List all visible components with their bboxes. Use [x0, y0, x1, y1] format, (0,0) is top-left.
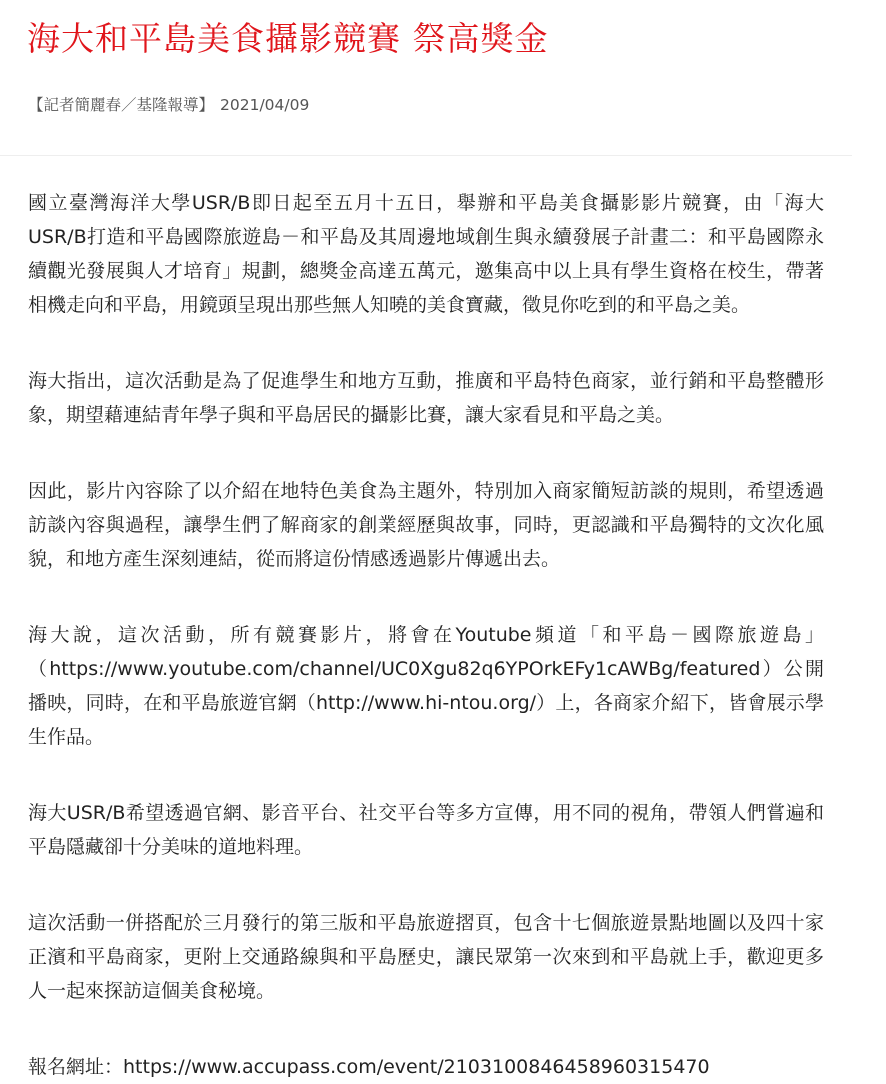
registration-url: 報名網址：https://www.accupass.com/event/2103100846458960315470	[28, 1056, 710, 1078]
article-body	[28, 186, 824, 1084]
publish-date: 2021/04/09	[220, 96, 310, 114]
article-byline	[28, 92, 309, 118]
article-paragraph-1: 國立臺灣海洋大學USR/B即日起至五月十五日，舉辦和平島美食攝影影片競賽，由「海大USR/B打造和平島國際旅遊島－和平島及其周邊地域創生與永續發展子計畫二：和平島國際永續觀光發展與人才培育」規劃，總獎金高達五萬元，邀集高中以上具有學生資格在校生，帶著相機走向和平島，用鏡頭呈現出那些無人知曉的美食寶藏，徵見你吃到的和平島之美。	[28, 192, 824, 316]
article-paragraph-6: 這次活動一併搭配於三月發行的第三版和平島旅遊摺頁，包含十七個旅遊景點地圖以及四十家正濱和平島商家，更附上交通路線與和平島歷史，讓民眾第一次來到和平島就上手，歡迎更多人一起來探訪這個美食秘境。	[28, 912, 824, 1002]
article-paragraph-3: 因此，影片內容除了以介紹在地特色美食為主題外，特別加入商家簡短訪談的規則，希望透過訪談內容與過程，讓學生們了解商家的創業經歷與故事，同時，更認識和平島獨特的文次化風貌，和地方產生深刻連結，從而將這份情感透過影片傳遞出去。	[28, 480, 824, 570]
article-paragraph-5: 海大USR/B希望透過官網、影音平台、社交平台等多方宣傳，用不同的視角，帶領人們嘗遍和平島隱藏卻十分美味的道地料理。	[28, 802, 824, 858]
article-paragraph-2: 海大指出，這次活動是為了促進學生和地方互動，推廣和平島特色商家，並行銷和平島整體形象，期望藉連結青年學子與和平島居民的攝影比賽，讓大家看見和平島之美。	[28, 370, 824, 426]
article-title: 海大和平島美食攝影競賽 祭高獎金	[27, 19, 549, 58]
header-divider	[0, 155, 852, 156]
reporter-credit: 【記者簡麗春／基隆報導】	[28, 96, 215, 114]
article-paragraph-4: 海大說，這次活動，所有競賽影片，將會在Youtube頻道「和平島－國際旅遊島」（https://www.youtube.com/channel/UC0Xgu82q6YPOrkEFy1cAWBg/featured）公開播映，同時，在和平島旅遊官網（http://www.hi-ntou.org/）上，各商家介紹下，皆會展示學生作品。	[28, 624, 824, 748]
